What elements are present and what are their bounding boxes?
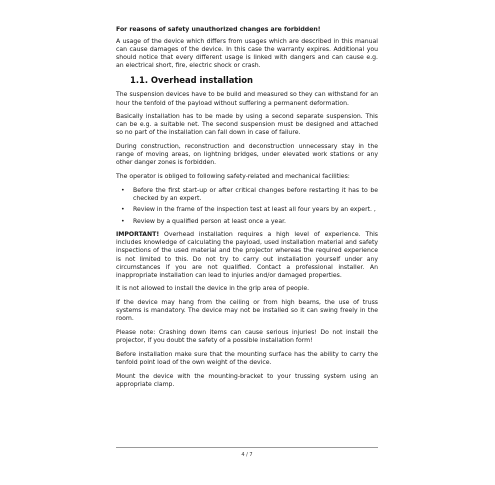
footer-divider: [116, 447, 378, 448]
list-item: [116, 218, 378, 226]
list-item-text: Review in the frame of the inspection test at least all four years by an expert. ,: [133, 206, 376, 214]
warning-paragraph: A usage of the device which differs from usages which are described in this manual can cause damages of the device. In this case the warranty expires. Additional you should notice that every different usage is linked with dangers and can cause e.g. an electrical short, fire, electric shock or crash.: [116, 37, 378, 69]
paragraph-crash-warning: Please note: Crashing down items can cause serious injuries! Do not install the projector, if you doubt the safety of a possible installation form!: [116, 328, 378, 345]
obligations-list: [116, 187, 378, 227]
document-page: [116, 26, 378, 394]
paragraph-truss-systems: If the device may hang from the ceiling or from high beams, the use of truss systems is mandatory. The device may not be installed so it can swing freely in the room.: [116, 299, 378, 323]
paragraph-second-suspension: Basically installation has to be made by using a second separate suspension. This can be e.g. a suitable net. The second suspension must be designed and attached so no part of the installation can fall down in case of failure.: [116, 113, 378, 137]
paragraph-danger-zones: During construction, reconstruction and deconstruction unnecessary stay in the range of moving areas, on lightning bridges, under elevated work stations or any other danger zones is forbidden.: [116, 143, 378, 167]
list-item: [116, 187, 378, 203]
important-text: Overhead installation requires a high level of experience. This includes knowledge of calculating the payload, used installation material and safety inspections of the used material and the projector whereas the required experience is not limited to this. Do not try to carry out installation yourself under any circumstances if you are not qualified. Contact a professional installer. An inappropriate installation can lead to injuries and/or damaged properties.: [116, 231, 378, 279]
warning-heading: For reasons of safety unauthorized changes are forbidden!: [116, 26, 321, 33]
section-title: 1.1. Overhead installation: [130, 75, 253, 86]
paragraph-grip-area: It is not allowed to install the device in the grip area of people.: [116, 285, 310, 293]
list-item-text: Before the first start-up or after critical changes before restarting it has to be checked by an expert.: [133, 186, 378, 202]
bullet-icon: •: [121, 186, 125, 194]
paragraph-mounting-bracket: Mount the device with the mounting-bracket to your trussing system using an appropriate clamp.: [116, 372, 378, 388]
paragraph-suspension: The suspension devices have to be build and measured so they can withstand for an hour the tenfold of the payload without suffering a permanent deformation.: [116, 91, 378, 107]
list-item: [116, 206, 378, 214]
page-number: 4 / 7: [241, 452, 253, 458]
bullet-icon: •: [121, 206, 125, 214]
list-item-text: Review by a qualified person at least once a year.: [133, 218, 287, 226]
paragraph-important: [116, 231, 378, 280]
bullet-icon: •: [121, 218, 125, 226]
paragraph-mounting-surface: Before installation make sure that the mounting surface has the ability to carry the tenfold point load of the own weight of the device.: [116, 350, 378, 366]
paragraph-operator-obligations: The operator is obliged to following safety-related and mechanical facilities:: [116, 173, 350, 180]
important-label: IMPORTANT!: [116, 231, 160, 239]
